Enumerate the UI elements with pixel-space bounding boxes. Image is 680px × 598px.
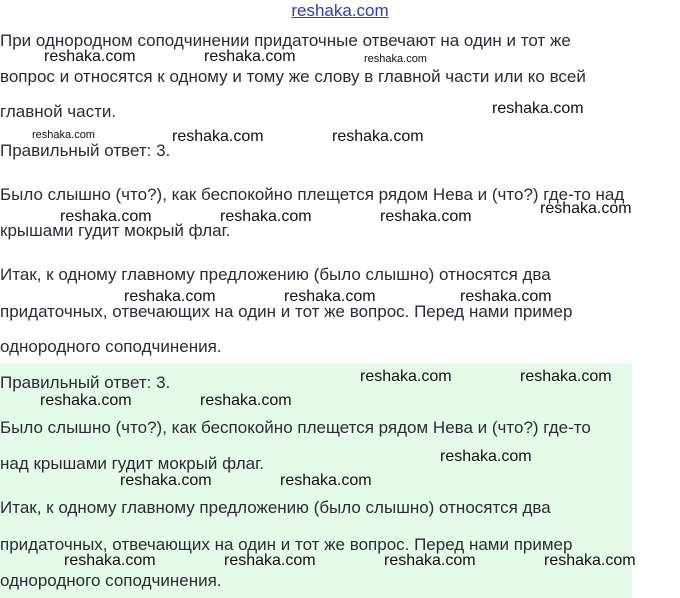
watermark: reshaka.com (40, 392, 132, 409)
explanation-line-3: главной части. (0, 102, 117, 121)
watermark: reshaka.com (360, 368, 452, 385)
example-line-2: крышами гудит мокрый флаг. (0, 221, 231, 240)
watermark: reshaka.com (32, 129, 95, 141)
watermark: reshaka.com (440, 448, 532, 465)
watermark: reshaka.com (224, 552, 316, 569)
watermark: reshaka.com (204, 48, 296, 65)
explanation-line-2: вопрос и относятся к одному и тому же слову в главной части или ко всей (0, 67, 586, 86)
answer-label: Правильный ответ: 3. (0, 141, 171, 160)
site-header-link[interactable]: reshaka.com (291, 1, 389, 20)
watermark: reshaka.com (200, 392, 292, 409)
watermark: reshaka.com (492, 100, 584, 117)
watermark: reshaka.com (64, 552, 156, 569)
watermark: reshaka.com (384, 552, 476, 569)
analysis-line-2-2: придаточных, отвечающих на один и тот же вопрос. Перед нами пример (0, 535, 573, 554)
watermark: reshaka.com (44, 48, 136, 65)
example-line-2-2: над крышами гудит мокрый флаг. (0, 454, 264, 473)
watermark: reshaka.com (120, 472, 212, 489)
analysis-line-1: Итак, к одному главному предложению (было слышно) относятся два (0, 265, 551, 284)
explanation-line-1: При однородном соподчинении придаточные отвечают на один и тот же (0, 31, 571, 50)
analysis-line-1-2: Итак, к одному главному предложению (было слышно) относятся два (0, 498, 551, 517)
watermark: reshaka.com (124, 288, 216, 305)
watermark: reshaka.com (380, 208, 472, 225)
watermark: reshaka.com (544, 552, 636, 569)
watermark: reshaka.com (332, 128, 424, 145)
watermark: reshaka.com (280, 472, 372, 489)
watermark: reshaka.com (172, 128, 264, 145)
watermark: reshaka.com (60, 208, 152, 225)
analysis-line-3: однородного соподчинения. (0, 337, 222, 356)
watermark: reshaka.com (460, 288, 552, 305)
example-line-1: Было слышно (что?), как беспокойно плещется рядом Нева и (что?) где-то над (0, 185, 625, 204)
watermark: reshaka.com (540, 200, 632, 217)
watermark: reshaka.com (220, 208, 312, 225)
watermark: reshaka.com (284, 288, 376, 305)
analysis-line-2: придаточных, отвечающих на один и тот же вопрос. Перед нами пример (0, 302, 573, 321)
analysis-line-3-2: однородного соподчинения. (0, 571, 222, 590)
watermark: reshaka.com (364, 53, 427, 65)
example-line-1-2: Было слышно (что?), как беспокойно плещется рядом Нева и (что?) где-то (0, 418, 591, 437)
watermark: reshaka.com (520, 368, 612, 385)
answer-label-2: Правильный ответ: 3. (0, 373, 171, 392)
